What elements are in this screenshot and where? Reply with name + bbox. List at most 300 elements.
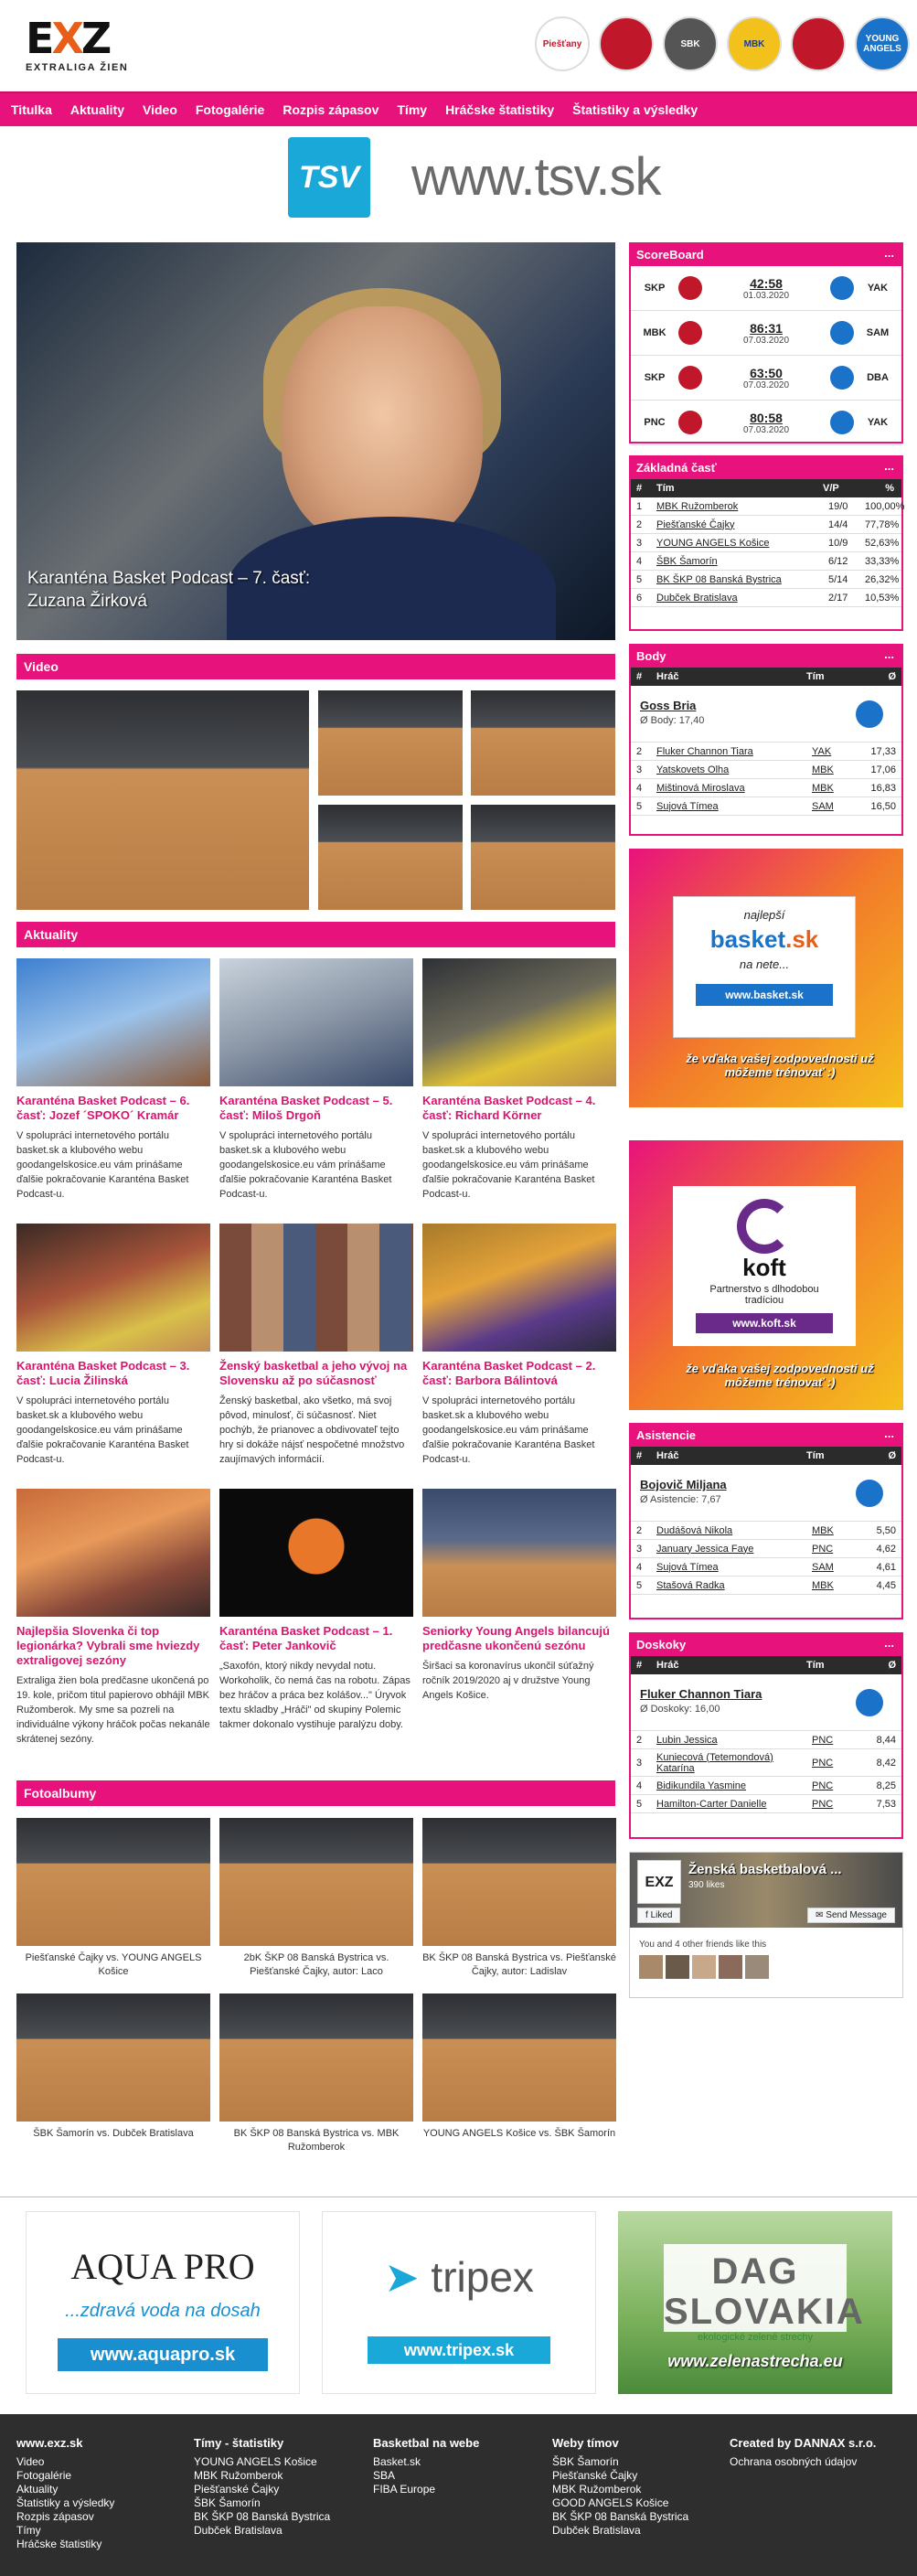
footer-heading: Tímy - štatistiky <box>194 2436 284 2450</box>
mbk-ruzomberok-logo-icon[interactable]: MBK <box>727 16 782 71</box>
news-title[interactable]: Karanténa Basket Podcast – 2. časť: Barbora Bálintová <box>422 1359 596 1387</box>
section-aktuality-title: Aktuality <box>16 922 615 947</box>
album-caption[interactable]: ŠBK Šamorín vs. Dubček Bratislava <box>33 2128 194 2139</box>
footer-link[interactable]: MBK Ružomberok <box>552 2483 642 2496</box>
album-caption[interactable]: Piešťanské Čajky vs. YOUNG ANGELS Košice <box>25 1952 202 1977</box>
footer-link[interactable]: Piešťanské Čajky <box>552 2469 638 2482</box>
team-cell[interactable]: BK ŠKP 08 Banská Bystrica <box>656 573 782 585</box>
points-widget <box>629 644 903 836</box>
koft-ad[interactable] <box>629 1140 903 1410</box>
table-row[interactable] <box>631 552 901 571</box>
table-row[interactable] <box>631 779 901 797</box>
scoreboard-more-link[interactable]: ... <box>884 246 894 260</box>
piestany-logo-icon[interactable]: Piešťany <box>535 16 590 71</box>
avatar[interactable] <box>639 1955 663 1979</box>
tripex-ad[interactable] <box>322 2211 596 2394</box>
game-result[interactable] <box>702 366 830 390</box>
col-player: Hráč <box>656 1450 679 1461</box>
news-item[interactable] <box>422 958 616 1202</box>
news-item[interactable] <box>422 1224 616 1467</box>
video-thumb[interactable] <box>471 805 615 910</box>
footer-link[interactable]: ŠBK Šamorín <box>552 2455 619 2468</box>
scoreboard-header <box>631 244 901 266</box>
assists-title: Asistencie <box>636 1428 697 1442</box>
pct-cell: 33,33% <box>865 555 900 567</box>
avatar[interactable] <box>666 1955 689 1979</box>
avg-cell: 8,44 <box>876 1734 896 1746</box>
nav-hracske-statistiky[interactable]: Hráčske štatistiky <box>445 102 555 117</box>
avatar[interactable] <box>719 1955 742 1979</box>
team-cell[interactable]: Dubček Bratislava <box>656 592 738 604</box>
player-cell[interactable]: January Jessica Faye <box>656 1543 754 1555</box>
news-thumb[interactable] <box>219 1489 413 1617</box>
hero-caption[interactable]: Karanténa Basket Podcast – 7. časť: Zuzana Žirková <box>27 569 311 611</box>
basket-brand-text: basket <box>709 925 786 953</box>
footer-link[interactable]: SBA <box>373 2469 396 2482</box>
standings-more-link[interactable]: ... <box>884 459 894 473</box>
nav-timy[interactable]: Tímy <box>397 102 428 117</box>
young-angels-logo-icon <box>856 1480 883 1507</box>
sbk-samorin-logo-icon[interactable]: SBK <box>663 16 718 71</box>
sbk-ball-logo-icon[interactable] <box>599 16 654 71</box>
facebook-like-button[interactable] <box>637 1908 680 1923</box>
table-row[interactable] <box>631 516 901 534</box>
album-thumb[interactable] <box>16 1818 210 1946</box>
table-row[interactable] <box>631 571 901 589</box>
footer-link[interactable]: Rozpis zápasov <box>16 2510 94 2523</box>
team-cell[interactable]: YOUNG ANGELS Košice <box>656 537 770 549</box>
player-cell[interactable]: Bidikundila Yasmine <box>656 1780 747 1791</box>
leader-value: Ø Asistencie: 7,67 <box>640 1494 721 1505</box>
rank-cell: 2 <box>636 1734 643 1746</box>
footer-link[interactable]: GOOD ANGELS Košice <box>552 2496 669 2509</box>
table-row[interactable] <box>631 1731 901 1749</box>
footer-link[interactable]: BK ŠKP 08 Banská Bystrica <box>552 2510 689 2523</box>
scoreboard-game[interactable] <box>631 311 901 356</box>
album-item[interactable] <box>422 1818 616 1979</box>
avg-cell: 17,33 <box>870 745 896 757</box>
news-title[interactable]: Najlepšia Slovenka či top legionárka? Vybrali sme hviezdy extraligovej sezóny <box>16 1624 200 1667</box>
dag-slovakia-ad[interactable] <box>618 2211 892 2394</box>
standings-header <box>631 457 901 479</box>
news-thumb[interactable] <box>16 1489 210 1617</box>
news-thumb[interactable] <box>422 958 616 1086</box>
exz-page-logo-icon: EXZ <box>637 1860 681 1904</box>
player-cell[interactable]: Fluker Channon Tiara <box>656 745 753 757</box>
nav-video[interactable]: Video <box>143 102 177 117</box>
away-team-logo-icon <box>830 366 854 390</box>
news-thumb[interactable] <box>16 1224 210 1352</box>
rank-cell: 4 <box>636 782 643 794</box>
player-cell[interactable]: Yatskovets Olha <box>656 764 730 775</box>
news-title[interactable]: Karanténa Basket Podcast – 1. časť: Peter Jankovič <box>219 1624 393 1652</box>
rank-cell: 2 <box>636 745 643 757</box>
avatar[interactable] <box>745 1955 769 1979</box>
album-thumb[interactable] <box>219 1818 413 1946</box>
news-title[interactable]: Ženský basketbal a jeho vývoj na Slovensku až po súčasnosť <box>219 1359 408 1387</box>
footer-link[interactable]: Tímy <box>16 2524 41 2537</box>
news-text: Širšaci sa koronavírus ukončil súťažný ročník 2019/2020 aj v družstve Young Angels Košice. <box>422 1661 594 1701</box>
album-thumb[interactable] <box>16 1993 210 2122</box>
team-cell[interactable]: MBK <box>812 1524 834 1536</box>
leader-name[interactable]: Bojovič Miljana <box>640 1478 727 1491</box>
footer-link[interactable]: Štatistiky a výsledky <box>16 2496 115 2509</box>
table-row[interactable] <box>631 497 905 516</box>
young-angels-logo-icon[interactable]: YOUNG ANGELS <box>855 16 910 71</box>
footer-link[interactable]: FIBA Europe <box>373 2483 436 2496</box>
koft-url[interactable]: www.koft.sk <box>696 1313 833 1333</box>
team-cell[interactable]: PNC <box>812 1798 834 1810</box>
tripex-url[interactable]: www.tripex.sk <box>368 2336 550 2364</box>
scoreboard-title: ScoreBoard <box>636 248 704 262</box>
news-thumb[interactable] <box>422 1489 616 1617</box>
dag-brand: DAG SLOVAKIA <box>664 2251 865 2332</box>
avg-cell: 5,50 <box>876 1524 896 1536</box>
footer-link[interactable]: Dubček Bratislava <box>552 2524 641 2537</box>
assists-header <box>631 1425 901 1447</box>
nav-statistiky-vysledky[interactable]: Štatistiky a výsledky <box>572 102 698 117</box>
game-result[interactable] <box>702 411 830 435</box>
like-icon: f <box>645 1910 651 1920</box>
footer-link[interactable]: BK ŠKP 08 Banská Bystrica <box>194 2510 331 2523</box>
home-team-logo-icon <box>678 321 702 345</box>
rank-cell: 3 <box>636 537 643 549</box>
scoreboard-game[interactable] <box>631 266 901 311</box>
points-table-body <box>631 743 901 816</box>
main-nav <box>0 91 917 126</box>
news-text: Extraliga žien bola predčasne ukončená po 19. kole, pričom titul papierovo obhájil MBK Ružomberok. My sme sa pozreli na individuálne výkony hráčok počas nekanále skrátenej sezóny. <box>16 1675 210 1745</box>
dag-url[interactable]: www.zelenastrecha.eu <box>667 2352 843 2370</box>
footer-heading[interactable]: www.exz.sk <box>16 2436 83 2450</box>
album-thumb[interactable] <box>422 1818 616 1946</box>
footer-col-teams <box>194 2436 330 2538</box>
game-score[interactable]: 86:31 <box>750 320 783 336</box>
news-thumb[interactable] <box>16 958 210 1086</box>
album-item[interactable] <box>16 1818 210 1979</box>
album-item[interactable] <box>16 1993 210 2141</box>
col-rank: # <box>636 671 643 682</box>
news-title[interactable]: Karanténa Basket Podcast – 5. časť: Miloš Drgoň <box>219 1094 393 1122</box>
col-team: Tím <box>806 1660 825 1671</box>
assists-table-header <box>631 1447 901 1465</box>
wl-cell: 6/12 <box>828 555 848 567</box>
tripex-brand <box>323 2252 595 2302</box>
table-row[interactable] <box>631 1795 901 1813</box>
table-row[interactable] <box>631 1777 901 1795</box>
leader-name[interactable]: Goss Bria <box>640 699 697 712</box>
basket-ad-url[interactable]: www.basket.sk <box>696 984 833 1006</box>
scoreboard-widget <box>629 242 903 444</box>
news-item[interactable] <box>219 1489 413 1732</box>
player-cell[interactable]: Stašová Radka <box>656 1579 725 1591</box>
points-header <box>631 646 901 668</box>
footer-credit[interactable]: Created by DANNAX s.r.o. <box>730 2436 877 2450</box>
video-thumb[interactable] <box>318 690 463 796</box>
rebounds-title: Doskoky <box>636 1638 687 1651</box>
standings-table-header <box>631 479 901 497</box>
team-logos <box>471 16 910 75</box>
avatar[interactable] <box>692 1955 716 1979</box>
assists-more-link[interactable]: ... <box>884 1427 894 1440</box>
koft-ad-slogan: že vďaka vašej zodpovednosti už môžeme trénovať :) <box>686 1362 874 1389</box>
hero-photo-face <box>282 306 483 544</box>
table-row[interactable] <box>631 761 901 779</box>
aquapro-ad[interactable] <box>26 2211 300 2394</box>
aquapro-tagline: ...zdravá voda na dosah <box>65 2301 261 2321</box>
team-cell[interactable]: ŠBK Šamorín <box>656 555 718 567</box>
leader-value: Ø Body: 17,40 <box>640 715 705 726</box>
team-cell[interactable]: PNC <box>812 1780 834 1791</box>
col-team: Tím <box>806 671 825 682</box>
news-text: V spolupráci internetového portálu basket.sk a klubového webu goodangelskosice.eu vám prinášame ďalšie pokračovanie Karanténa Basket Podcast-u. <box>16 1395 189 1465</box>
avg-cell: 16,83 <box>870 782 896 794</box>
team-cell[interactable]: SAM <box>812 800 834 812</box>
footer-link[interactable]: MBK Ružomberok <box>194 2469 283 2482</box>
table-row[interactable] <box>631 1558 901 1577</box>
table-row[interactable] <box>631 797 901 816</box>
scoreboard-game[interactable] <box>631 356 901 401</box>
news-thumb[interactable] <box>422 1224 616 1352</box>
basket-ad-slogan: že vďaka vašej zodpovednosti už môžeme trénovať :) <box>686 1052 874 1079</box>
footer-links <box>194 2455 330 2538</box>
young-angels-logo-icon <box>856 700 883 728</box>
koft-logo-icon <box>737 1199 792 1254</box>
home-team[interactable]: MBK <box>643 327 666 338</box>
away-team[interactable]: SAM <box>866 327 890 338</box>
table-row[interactable] <box>631 534 901 552</box>
koft-ad-box <box>673 1186 856 1346</box>
player-cell[interactable]: Dudášová Nikola <box>656 1524 733 1536</box>
home-team[interactable]: SKP <box>644 283 666 294</box>
col-wl: V/P <box>823 483 839 494</box>
rank-cell: 3 <box>636 1757 643 1769</box>
album-thumb[interactable] <box>219 1993 413 2122</box>
footer-link[interactable]: YOUNG ANGELS Košice <box>194 2455 317 2468</box>
facebook-page-name[interactable]: Ženská basketbalová ... <box>688 1862 842 1877</box>
rebounds-leader[interactable] <box>631 1674 901 1731</box>
game-score[interactable]: 80:58 <box>750 410 783 425</box>
game-result[interactable] <box>702 321 830 346</box>
table-row[interactable] <box>631 1749 901 1777</box>
game-score[interactable]: 42:58 <box>750 275 783 291</box>
news-item[interactable] <box>16 958 210 1202</box>
basket-ad-box <box>673 896 856 1038</box>
home-team-logo-icon <box>678 276 702 300</box>
table-row[interactable] <box>631 1577 901 1595</box>
facebook-message-button[interactable] <box>807 1908 895 1923</box>
rebounds-table-header <box>631 1656 901 1674</box>
rank-cell: 4 <box>636 1780 643 1791</box>
rank-cell: 3 <box>636 1543 643 1555</box>
leader-name[interactable]: Fluker Channon Tiara <box>640 1687 762 1701</box>
player-cell[interactable]: Kuniecová (Tetemondová) Katarína <box>656 1751 773 1774</box>
points-leader[interactable] <box>631 686 901 743</box>
team-cell[interactable]: PNC <box>812 1734 834 1746</box>
footer-col-site <box>16 2436 114 2551</box>
avg-cell: 8,42 <box>876 1757 896 1769</box>
logo-subtitle: EXTRALIGA ŽIEN <box>26 62 129 73</box>
player-cell[interactable]: Sujová Tímea <box>656 800 719 812</box>
video-main-thumb[interactable] <box>16 690 309 910</box>
rank-cell: 5 <box>636 1579 643 1591</box>
album-item[interactable] <box>422 1993 616 2141</box>
team-cell[interactable]: MBK <box>812 782 834 794</box>
basket-ad-tagline1: najlepší <box>743 908 785 922</box>
nav-aktuality[interactable]: Aktuality <box>69 102 124 117</box>
team-cell[interactable]: SAM <box>812 1561 834 1573</box>
nav-rozpis-zapasov[interactable]: Rozpis zápasov <box>283 102 379 117</box>
album-item[interactable] <box>219 1993 413 2154</box>
hero-article[interactable] <box>16 242 615 640</box>
away-team[interactable]: YAK <box>867 283 889 294</box>
home-team-logo-icon <box>678 411 702 434</box>
footer-link[interactable]: Dubček Bratislava <box>194 2524 283 2537</box>
rebounds-widget <box>629 1632 903 1839</box>
player-cell[interactable]: Mištinová Miroslava <box>656 782 745 794</box>
pct-cell: 10,53% <box>865 592 900 604</box>
footer-links <box>552 2455 688 2538</box>
facebook-widget[interactable] <box>629 1852 903 1998</box>
away-team-logo-icon <box>830 411 854 434</box>
section-fotoalbumy-title: Fotoalbumy <box>16 1780 615 1806</box>
nav-fotogalerie[interactable]: Fotogalérie <box>195 102 265 117</box>
game-result[interactable] <box>702 276 830 301</box>
player-cell[interactable]: Lubin Jessica <box>656 1734 718 1746</box>
footer <box>0 2414 917 2576</box>
footer-link[interactable]: Fotogalérie <box>16 2469 72 2482</box>
points-table-header <box>631 668 901 686</box>
tsv-banner[interactable] <box>288 133 690 220</box>
game-date: 07.03.2020 <box>742 424 790 435</box>
pct-cell: 77,78% <box>865 518 900 530</box>
news-item[interactable] <box>16 1489 210 1747</box>
news-title[interactable]: Seniorky Young Angels bilancujú predčasne ukončenú sezónu <box>422 1624 610 1652</box>
skp-logo-icon[interactable] <box>791 16 846 71</box>
standings-widget <box>629 455 903 631</box>
footer-link[interactable]: Hráčske štatistiky <box>16 2538 102 2550</box>
footer-link[interactable]: Video <box>16 2455 45 2468</box>
table-row[interactable] <box>631 743 901 761</box>
player-cell[interactable]: Sujová Tímea <box>656 1561 719 1573</box>
home-team[interactable]: PNC <box>644 417 666 428</box>
col-avg: Ø <box>888 1660 896 1671</box>
news-text: V spolupráci internetového portálu basket.sk a klubového webu goodangelskosice.eu vám prinášame ďalšie pokračovanie Karanténa Basket Podcast-u. <box>16 1130 189 1200</box>
news-item[interactable] <box>219 958 413 1202</box>
player-cell[interactable]: Hamilton-Carter Danielle <box>656 1798 767 1810</box>
footer-col-team-webs <box>552 2436 688 2538</box>
home-team[interactable]: SKP <box>644 372 666 383</box>
news-title[interactable]: Karanténa Basket Podcast – 3. časť: Lucia Žilinská <box>16 1359 190 1387</box>
scoreboard-game[interactable] <box>631 401 901 445</box>
col-player: Hráč <box>656 671 679 682</box>
koft-brand: koft <box>742 1254 786 1281</box>
away-team-logo-icon <box>830 276 854 300</box>
basket-ad-brand <box>674 925 855 954</box>
home-team-logo-icon <box>678 366 702 390</box>
team-cell[interactable]: MBK <box>812 1579 834 1591</box>
facebook-friends-text: You and 4 other friends like this <box>639 1940 767 1950</box>
rebounds-more-link[interactable]: ... <box>884 1636 894 1650</box>
album-caption[interactable]: YOUNG ANGELS Košice vs. ŠBK Šamorín <box>422 2128 616 2139</box>
footer-col-web <box>373 2436 479 2496</box>
col-rank: # <box>636 483 643 494</box>
rank-cell: 5 <box>636 800 643 812</box>
aquapro-url[interactable]: www.aquapro.sk <box>58 2338 268 2371</box>
col-team: Tím <box>806 1450 825 1461</box>
footer-heading: Basketbal na webe <box>373 2436 480 2450</box>
col-rank: # <box>636 1450 643 1461</box>
table-row[interactable] <box>631 1540 901 1558</box>
avg-cell: 8,25 <box>876 1780 896 1791</box>
news-item[interactable] <box>16 1224 210 1467</box>
facebook-friend-avatars <box>639 1955 769 1979</box>
scoreboard-list <box>631 266 901 445</box>
team-cell[interactable]: MBK Ružomberok <box>656 500 739 512</box>
news-title[interactable]: Karanténa Basket Podcast – 6. časť: Jozef ´SPOKO´ Kramár <box>16 1094 190 1122</box>
news-title[interactable]: Karanténa Basket Podcast – 4. časť: Richard Körner <box>422 1094 596 1122</box>
nav-titulka[interactable]: Titulka <box>11 102 52 117</box>
game-score[interactable]: 63:50 <box>750 365 783 380</box>
message-icon: ✉ <box>816 1910 826 1920</box>
col-avg: Ø <box>888 1450 896 1461</box>
rank-cell: 1 <box>636 500 643 512</box>
away-team[interactable]: YAK <box>867 417 889 428</box>
exz-logo[interactable] <box>26 16 144 80</box>
news-item[interactable] <box>422 1489 616 1703</box>
album-item[interactable] <box>219 1818 413 1979</box>
table-row[interactable] <box>631 589 901 607</box>
game-date: 07.03.2020 <box>742 379 790 390</box>
team-cell[interactable]: Piešťanské Čajky <box>656 518 735 530</box>
assists-leader[interactable] <box>631 1465 901 1522</box>
dag-tagline: ekologické zelené strechy <box>698 2332 813 2343</box>
wl-cell: 5/14 <box>828 573 848 585</box>
points-more-link[interactable]: ... <box>884 647 894 661</box>
news-thumb[interactable] <box>219 958 413 1086</box>
news-item[interactable] <box>219 1224 413 1467</box>
leader-value: Ø Doskoky: 16,00 <box>640 1704 720 1715</box>
rank-cell: 3 <box>636 764 643 775</box>
footer-link[interactable]: Basket.sk <box>373 2455 421 2468</box>
video-thumb[interactable] <box>471 690 615 796</box>
away-team[interactable]: DBA <box>867 372 889 383</box>
album-caption[interactable]: 2bK ŠKP 08 Banská Bystrica vs. Piešťanské Čajky, autor: Laco <box>243 1952 389 1977</box>
news-thumb[interactable] <box>219 1224 413 1352</box>
team-cell[interactable]: MBK <box>812 764 834 775</box>
album-caption[interactable]: BK ŠKP 08 Banská Bystrica vs. MBK Ružomberok <box>233 2128 400 2153</box>
basket-sk-ad[interactable] <box>629 849 903 1107</box>
tsv-logo-icon: TSV <box>288 137 370 218</box>
points-title: Body <box>636 649 666 663</box>
rank-cell: 2 <box>636 1524 643 1536</box>
table-row[interactable] <box>631 1522 901 1540</box>
video-thumb[interactable] <box>318 805 463 910</box>
team-cell[interactable]: PNC <box>812 1543 834 1555</box>
team-cell[interactable]: PNC <box>812 1757 834 1769</box>
message-label: Send Message <box>826 1910 887 1920</box>
basket-ad-tagline2: na nete... <box>739 957 790 971</box>
team-cell[interactable]: YAK <box>812 745 832 757</box>
footer-link[interactable]: ŠBK Šamorín <box>194 2496 261 2509</box>
dag-box <box>664 2244 865 2343</box>
album-thumb[interactable] <box>422 1993 616 2122</box>
footer-links <box>16 2455 114 2551</box>
pct-cell: 100,00% <box>865 500 905 512</box>
album-caption[interactable]: BK ŠKP 08 Banská Bystrica vs. Piešťanské Čajky, autor: Ladislav <box>422 1952 616 1977</box>
footer-link[interactable]: Piešťanské Čajky <box>194 2483 280 2496</box>
footer-link[interactable]: Ochrana osobných údajov <box>730 2455 858 2468</box>
footer-link[interactable]: Aktuality <box>16 2483 59 2496</box>
